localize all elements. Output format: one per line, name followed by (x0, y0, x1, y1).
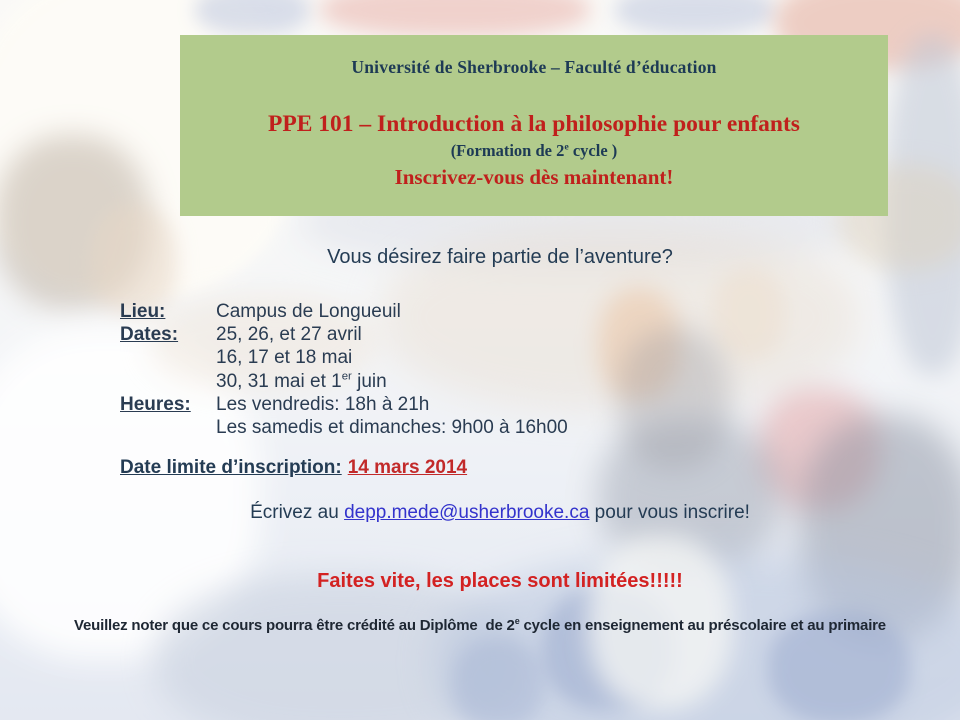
signup-cta: Inscrivez-vous dès maintenant! (394, 165, 674, 189)
schedule-label: Dates: (120, 324, 179, 346)
footnote-post: cycle en enseignement au préscolaire et au primaire (519, 617, 886, 634)
schedule-value-pre: 30, 31 mai et 1 (216, 370, 342, 392)
schedule-row (120, 300, 568, 323)
course-header-panel (180, 35, 888, 216)
schedule-label: Lieu: (120, 301, 166, 322)
schedule-value: Campus de Longueuil (216, 301, 401, 322)
email-link[interactable]: depp.mede@usherbrooke.ca (344, 502, 590, 523)
deadline-date: 14 mars 2014 (347, 457, 468, 478)
schedule-label (120, 370, 216, 393)
contact-pre: Écrivez au (250, 502, 345, 523)
deadline-line (120, 457, 467, 479)
course-title: PPE 101 – Introduction à la philosophie pour enfants (268, 111, 800, 137)
subtitle-pre: (Formation de 2 (450, 141, 565, 160)
footnote-pre: Veuillez noter que ce cours pourra être crédité au Diplôme de 2 (74, 617, 515, 634)
superscript: e (514, 616, 520, 626)
schedule-value: Les vendredis: 18h à 21h (216, 393, 430, 415)
schedule-row (120, 323, 568, 346)
schedule-label: Heures: (120, 393, 191, 415)
schedule-value (216, 370, 387, 393)
schedule-value: Les samedis et dimanches: 9h00 à 16h00 (216, 417, 568, 439)
subtitle-post: cycle ) (568, 141, 618, 160)
schedule-row (120, 346, 568, 369)
schedule-label (120, 346, 216, 369)
contact-line (40, 502, 960, 524)
schedule-block (120, 300, 568, 439)
schedule-value: 16, 17 et 18 mai (216, 347, 353, 369)
schedule-value: 25, 26, et 27 avril (216, 324, 362, 346)
schedule-row (120, 393, 568, 416)
urgency-line: Faites vite, les places sont limitées!!!!! (317, 570, 683, 592)
schedule-value-post: juin (351, 370, 387, 392)
schedule-label (120, 416, 216, 439)
schedule-row (120, 416, 568, 439)
course-subtitle (180, 141, 888, 161)
superscript: e (564, 141, 569, 153)
university-faculty-line: Université de Sherbrooke – Faculté d’éducation (351, 57, 717, 77)
schedule-row (120, 370, 568, 393)
credit-footnote (70, 617, 890, 636)
contact-post: pour vous inscrire! (589, 502, 750, 523)
intro-question: Vous désirez faire partie de l’aventure? (327, 246, 673, 268)
superscript: er (341, 370, 352, 383)
deadline-label: Date limite d’inscription: (120, 457, 342, 478)
